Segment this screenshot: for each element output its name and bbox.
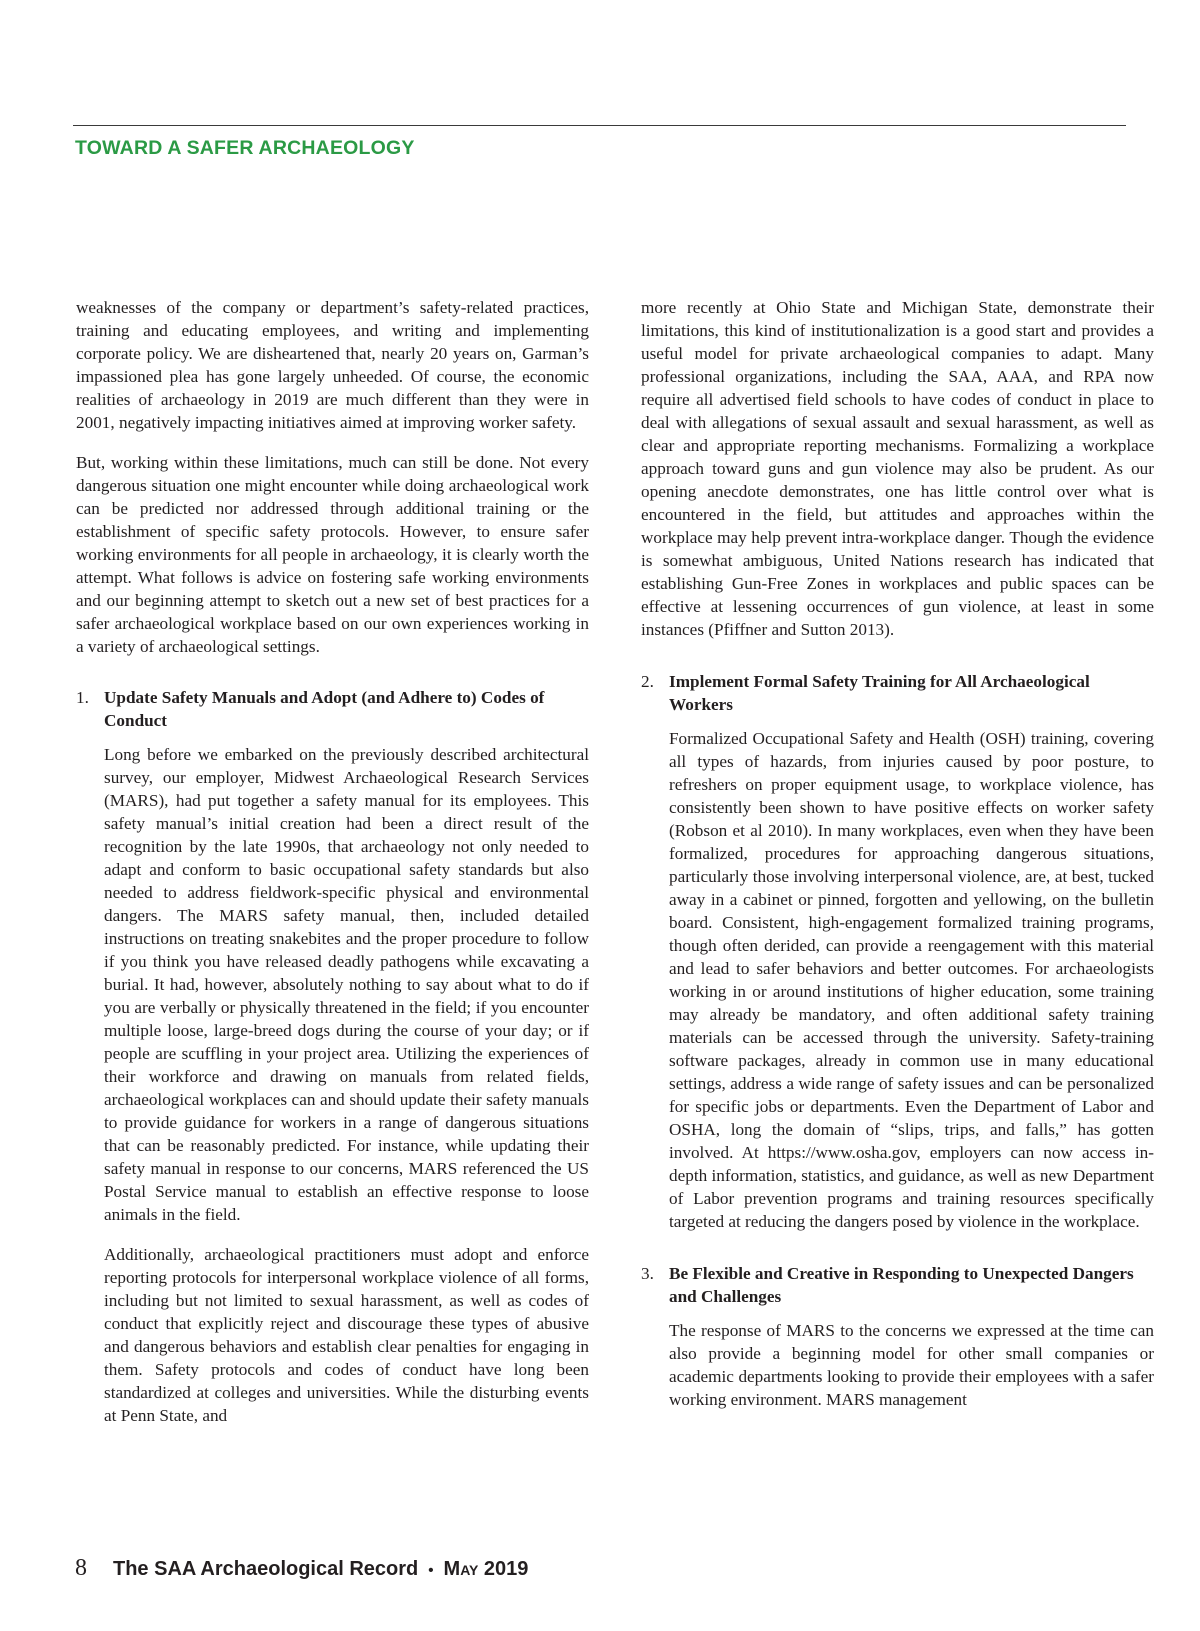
list-item-heading: Be Flexible and Creative in Responding to Unexpected Dangers and Challenges [669,1264,1134,1306]
section-title: TOWARD A SAFER ARCHAEOLOGY [75,137,415,159]
paragraph: But, working within these limitations, much can still be done. Not every dangerous situation one might encounter while doing archaeological work can be predicted nor addressed through additional training or the establishment of specific safety protocols. However, to ensure safer working environments for all people in archaeology, it is clearly worth the attempt. What follows is advice on fostering safe working environments and our beginning attempt to sketch out a new set of best practices for a safer archaeological workplace based on our own experiences working in a variety of archaeological settings. [76,453,589,656]
list-item-heading: Implement Formal Safety Training for All Archaeological Workers [669,672,1090,714]
list-item-number: 3. [641,1264,654,1283]
paragraph: more recently at Ohio State and Michigan State, demonstrate their limitations, this kind of institutionalization is a good start and provides a useful model for private archaeological companies to adapt. Many professional organizations, including the SAA, AAA, and RPA now require all advertised field schools to have codes of conduct in place to deal with allegations of sexual assault and sexual harassment, as well as clear and appropriate reporting mechanisms. Formalizing a workplace approach toward guns and gun violence may also be prudent. As our opening anecdote demonstrates, one has little control over what is encountered in the field, but attitudes and approaches within the workplace may help prevent intra-workplace danger. Though the evidence is somewhat ambiguous, United Nations research has indicated that establishing Gun-Free Zones in workplaces and public spaces can be effective at lessening occurrences of gun violence, at least in some instances (Pfiffner and Sutton 2013). [641,298,1154,639]
left-column [76,296,589,1427]
list-item-number: 2. [641,672,654,691]
header-rule [73,125,1126,126]
list-item-2 [641,670,1154,1233]
list-item-3 [641,1262,1154,1411]
issue-date [444,1558,529,1581]
paragraph: Formalized Occupational Safety and Health (OSH) training, covering all types of hazards, from injuries caused by poor posture, to refreshers on proper equipment usage, to workplace violence, has consistently been shown to have positive effects on worker safety (Robson et al 2010). In many workplaces, even when they have been formalized, procedures for approaching dangerous situations, particularly those involving interpersonal violence, are, at best, tucked away in a cabinet or pinned, forgotten and yellowing, on the bulletin board. Consistent, high-engagement formalized training programs, though often derided, can provide a reengagement with this material and lead to safer behaviors and better outcomes. For archaeologists working in or around institutions of higher education, some training may already be mandatory, and often additional safety training materials can be accessed through the university. Safety-training software packages, already in common use in many educational settings, address a wide range of safety issues and can be personalized for specific jobs or departments. Even the Department of Labor and OSHA, long the domain of “slips, trips, and falls,” has gotten involved. At https://www.osha.gov, employers can now access in-depth information, statistics, and guidance, as well as new Department of Labor prevention programs and training resources specifically targeted at reducing the dangers posed by violence in the workplace. [669,729,1154,1231]
paragraph: Long before we embarked on the previously described architectural survey, our employer, Midwest Archaeological Research Services (MARS), had put together a safety manual for its employees. This safety manual’s initial creation had been a direct result of the recognition by the late 1990s, that archaeology not only needed to adapt and conform to basic occupational safety standards but also needed to address fieldwork-specific physical and environmental dangers. The MARS safety manual, then, included detailed instructions on treating snakebites and the proper procedure to follow if you think you have released deadly pathogens while excavating a burial. It had, however, absolutely nothing to say about what to do if you are verbally or physically threatened in the field; if you encounter multiple loose, large-breed dogs during the course of your day; or if people are scuffling in your project area. Utilizing the experiences of their workforce and drawing on manuals from related fields, archaeological workplaces can and should update their safety manuals to provide guidance for workers in a range of dangerous situations that can be reasonably predicted. For instance, while updating their safety manual in response to our concerns, MARS referenced the US Postal Service manual to establish an effective response to loose animals in the field. [104,745,589,1224]
page-number: 8 [75,1555,87,1581]
page-footer [75,1555,528,1582]
issue-month: May [443,1558,479,1580]
list-item-heading: Update Safety Manuals and Adopt (and Adhere to) Codes of Conduct [104,688,545,730]
right-column [641,296,1154,1411]
list-item-1 [76,686,589,1427]
footer-separator: • [428,1562,434,1579]
list-item-number: 1. [76,688,89,707]
paragraph: weaknesses of the company or department’s safety-related practices, training and educating employees, and writing and implementing corporate policy. We are disheartened that, nearly 20 years on, Garman’s impassioned plea has gone largely unheeded. Of course, the economic realities of archaeology in 2019 are much different than they were in 2001, negatively impacting initiatives aimed at improving worker safety. [76,298,589,432]
paragraph: Additionally, archaeological practitioners must adopt and enforce reporting protocols for interpersonal workplace violence of all forms, including but not limited to sexual harassment, as well as codes of conduct that explicitly reject and discourage these types of abusive and dangerous behaviors and establish clear penalties for engaging in them. Safety protocols and codes of conduct have long been standardized at colleges and universities. While the disturbing events at Penn State, and [104,1245,589,1425]
journal-title: The SAA Archaeological Record [113,1558,419,1580]
paragraph: The response of MARS to the concerns we expressed at the time can also provide a beginning model for other small companies or academic departments looking to provide their employees with a safer working environment. MARS management [669,1321,1154,1409]
issue-year: 2019 [483,1558,529,1580]
